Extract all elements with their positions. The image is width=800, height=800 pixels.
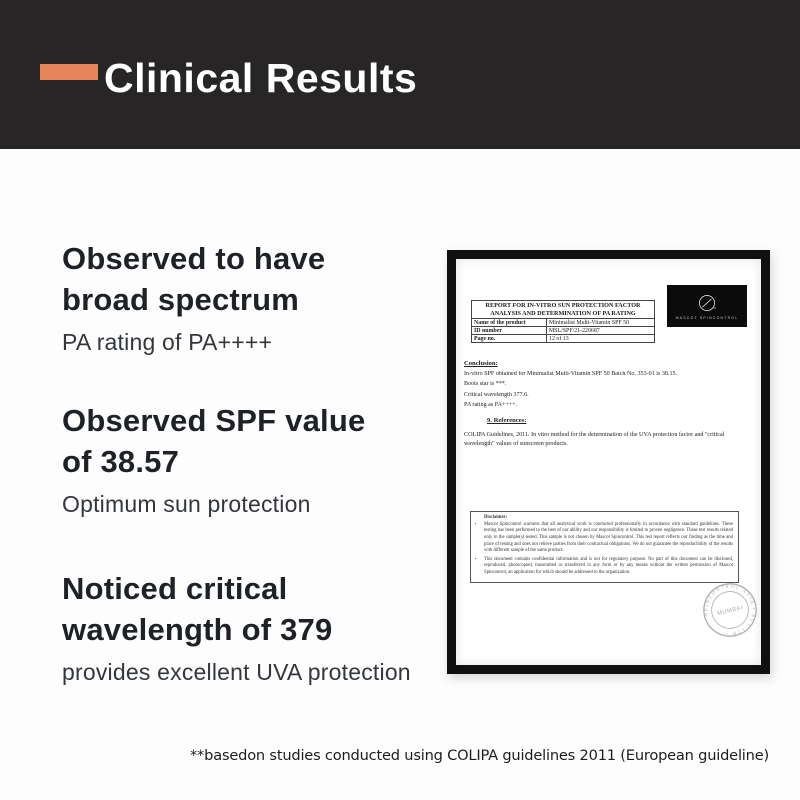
page-title: Clinical Results — [104, 55, 418, 101]
report-document-page — [456, 259, 761, 665]
result-heading-line: of 38.57 — [62, 444, 180, 479]
conclusion-line: In-vitro SPF obtained for Minimalist Multi-Vitamin SPF 50 Batch No. 353-01 is 38.15. — [464, 371, 678, 377]
stamp-center-text: MUMBAI — [716, 604, 744, 618]
table-row — [472, 335, 655, 343]
stamp-rim-text: SPINCONTROL ASIA • PVT LTD • — [704, 584, 756, 636]
conclusion-line: Critical wavelength 377.6. — [464, 391, 529, 398]
disclaimer-box — [470, 511, 739, 583]
report-table-title-row — [472, 301, 655, 319]
table-row-value: 12 of 13 — [547, 335, 655, 343]
table-row-label: Name of the product — [472, 319, 547, 327]
result-heading — [62, 400, 452, 482]
result-block-spf-value — [62, 400, 452, 518]
report-document-frame — [447, 250, 770, 674]
table-row-value: Minimalist Multi-Vitamin SPF 50 — [547, 319, 655, 327]
header-bar — [0, 0, 800, 149]
report-table — [471, 300, 655, 343]
report-table-title — [472, 301, 655, 319]
references-heading: 9. References: — [487, 417, 527, 424]
result-block-critical-wavelength — [62, 568, 452, 686]
table-row-value: MSL/SPF/21-220687 — [547, 327, 655, 335]
result-heading-line: Noticed critical — [62, 571, 288, 606]
disclaimer-bullet: • This document contains confidential information and is not for regulatory purpose. No part of this document can be disclosed, reproduced, photocopied, transmitted or transferred in any form or by any means without the written permission of Mascot Spincontrol, an application for which should be addressed to the organization. — [484, 557, 733, 577]
result-heading-line: Observed to have — [62, 241, 326, 276]
result-subtext: provides excellent UVA protection — [62, 659, 411, 685]
table-row — [472, 319, 655, 327]
footnote: **basedon studies conducted using COLIPA guidelines 2011 (European guideline) — [189, 747, 769, 764]
lab-logo — [667, 285, 747, 327]
table-row — [472, 327, 655, 335]
table-row-label: Page no. — [472, 335, 547, 343]
approval-stamp — [695, 575, 765, 645]
result-heading — [62, 568, 452, 650]
disclaimer-bullet: • Mascot Spincontrol warrants that all analytical work is conducted professionally in accordance with standard guidelines. These testing has been performed to the best of our ability and our responsibility is limited to proven negligence. These test results related only to the sample(s) tested. This sample is not chosen by Mascot Spincontrol. This test report reflects our finding as the time and place of testing and does not relieve parties from their contractual obligations. We do not guarantee the reproducibility of the results with different sample of the same product. — [484, 522, 733, 555]
conclusion-line: PA rating as PA++++. — [464, 402, 518, 409]
lab-logo-caption: MASCOT SPINCONTROL — [675, 315, 739, 320]
lab-logo-circle-icon — [697, 293, 717, 313]
report-title-line: ANALYSIS AND DETERMINATION OF PA RATING — [490, 309, 636, 317]
result-heading-line: broad spectrum — [62, 282, 300, 317]
result-subtext: Optimum sun protection — [62, 491, 311, 517]
result-heading-line: wavelength of 379 — [62, 612, 333, 647]
result-heading-line: Observed SPF value — [62, 403, 366, 438]
result-heading — [62, 238, 452, 320]
disclaimer-heading: Disclaimer: — [484, 515, 508, 520]
accent-dash — [40, 64, 98, 80]
result-block-broad-spectrum — [62, 238, 452, 356]
conclusion-lines — [464, 371, 748, 413]
conclusion-line: Boots star is ***. — [464, 381, 507, 388]
table-row-label: ID number — [472, 327, 547, 335]
result-subtext: PA rating of PA++++ — [62, 329, 273, 355]
disclaimer-list — [473, 522, 733, 577]
conclusion-heading: Conclusion: — [464, 360, 498, 367]
reference-text: COLIPA Guidelines, 2011. In vitro method for the determination of the UVA protection factor and "critical wavelength" values of sunscreen products. — [464, 432, 725, 448]
report-title-line: REPORT FOR IN-VITRO SUN PROTECTION FACTOR — [485, 301, 641, 309]
